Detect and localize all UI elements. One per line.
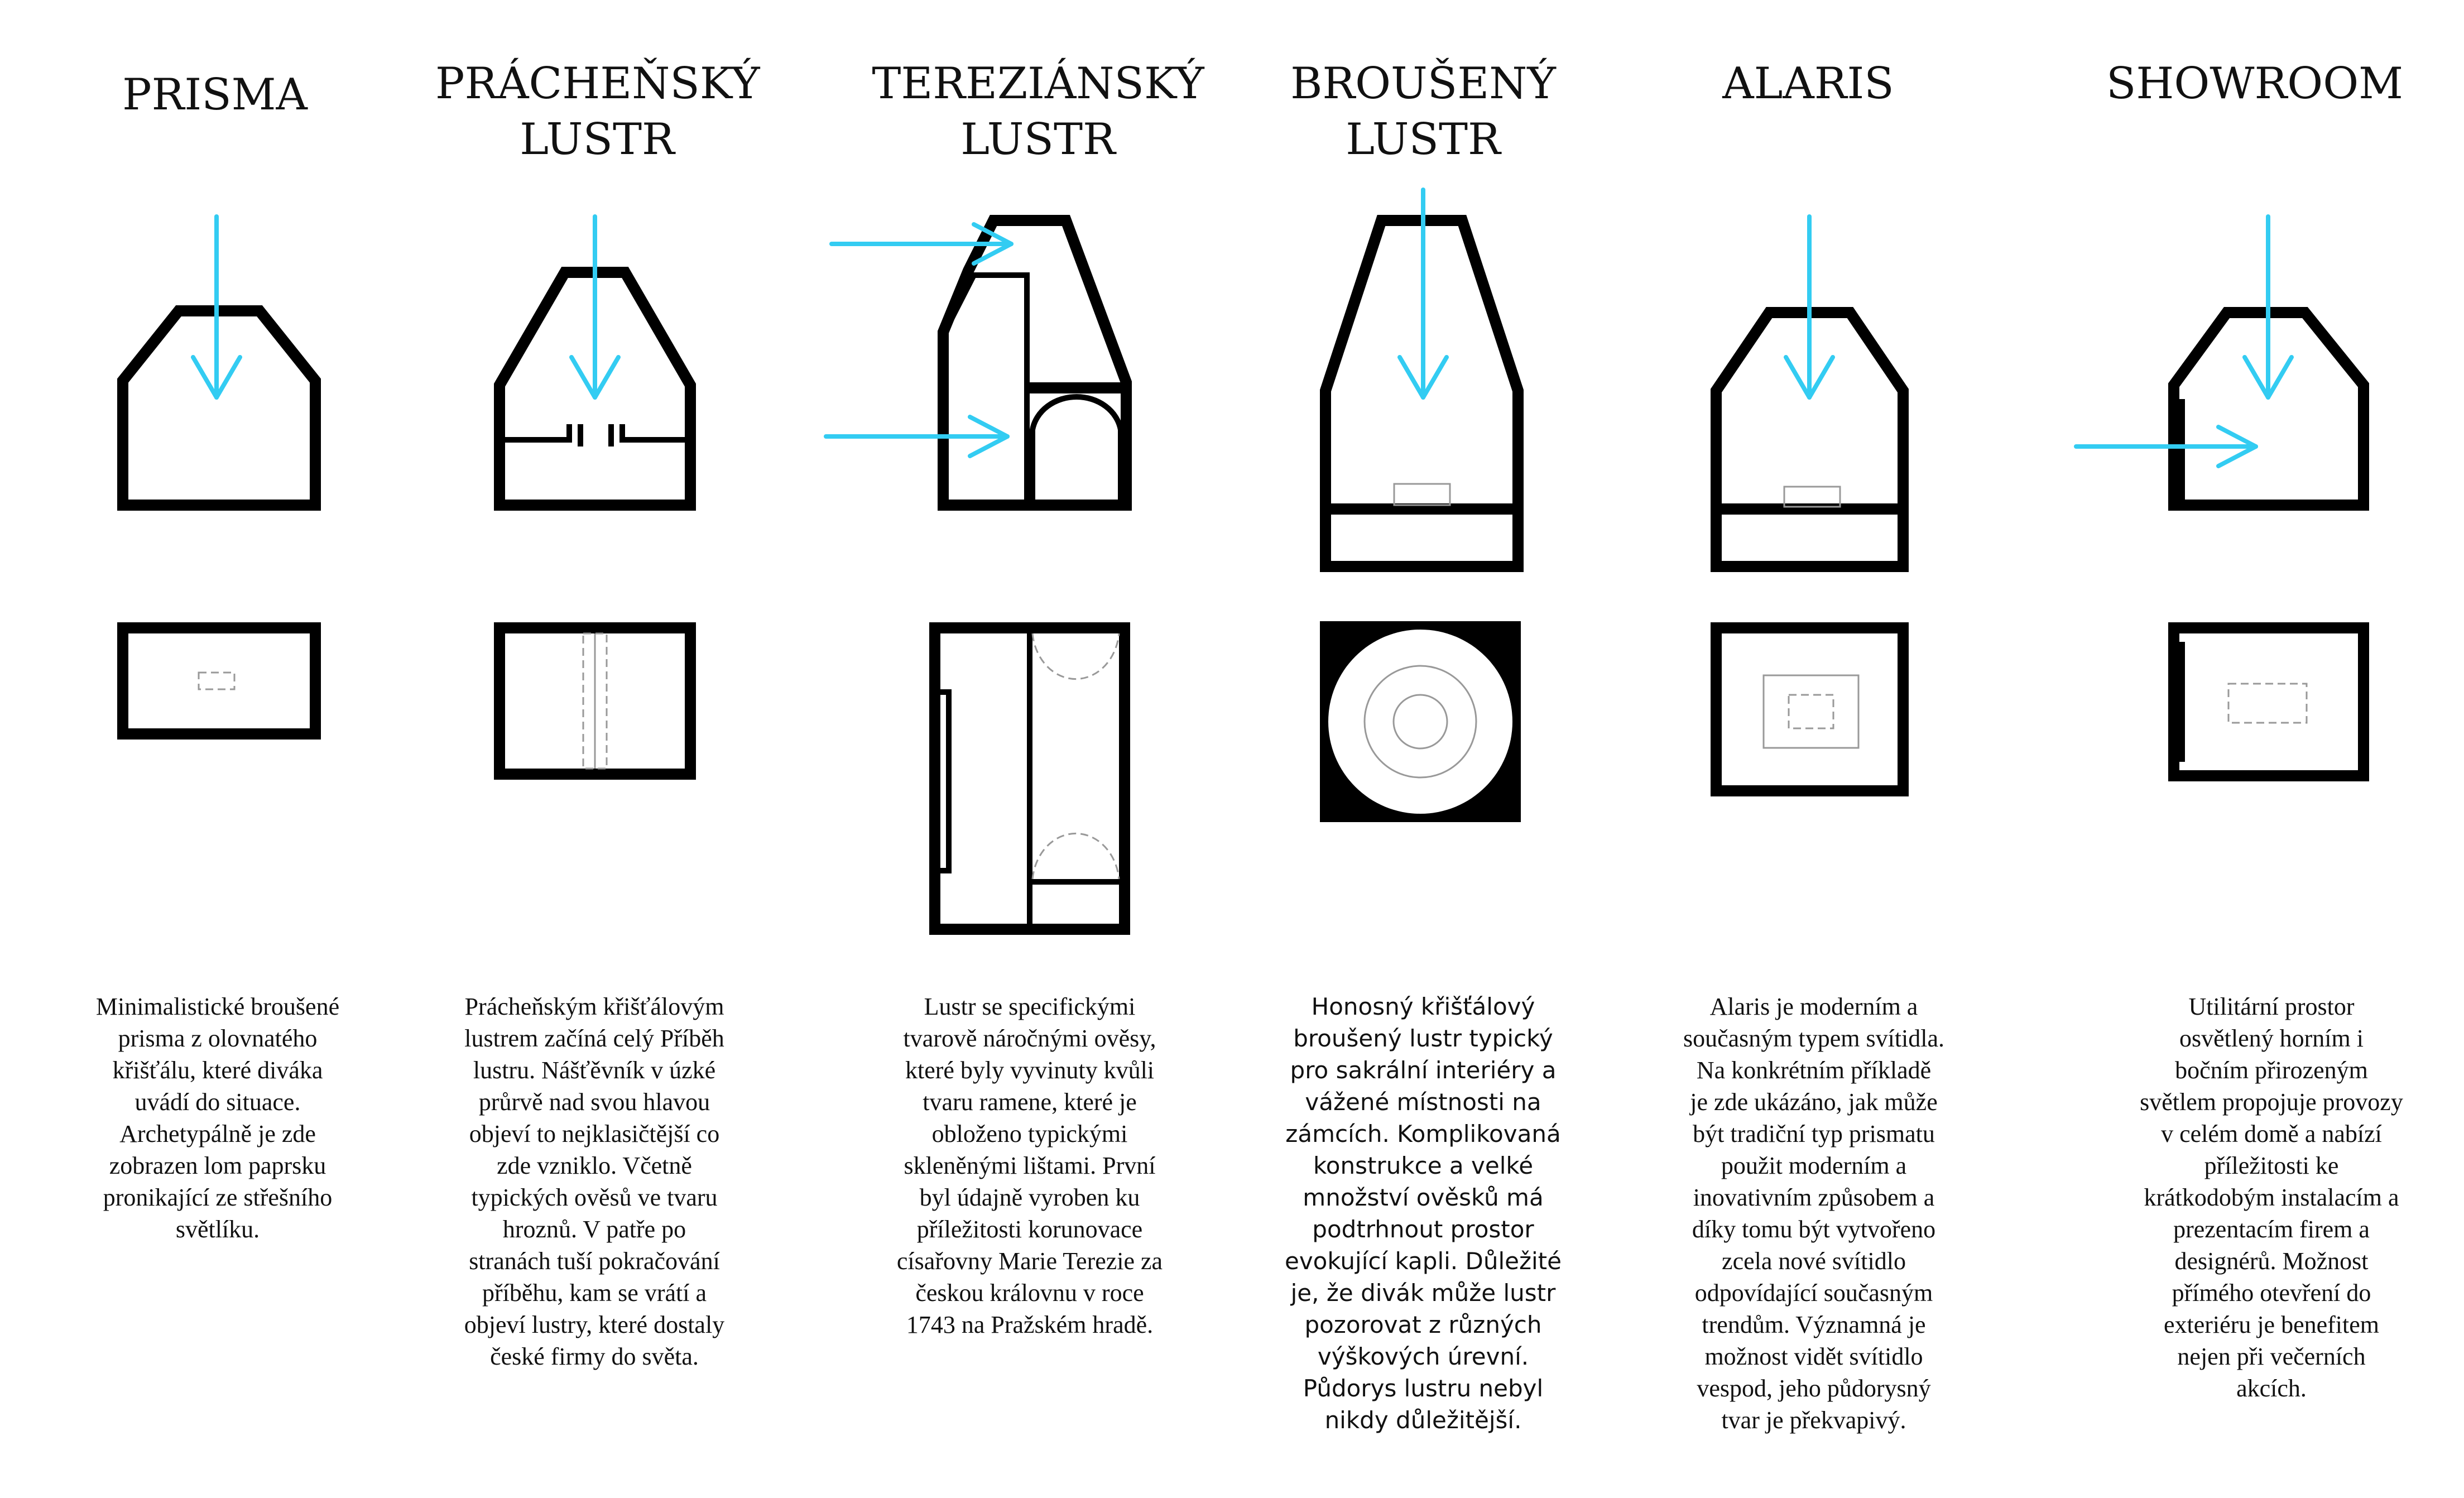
prisma-section-outline: [123, 311, 315, 505]
title-tereziansky-line-1: TEREZIÁNSKÝ: [872, 59, 1204, 109]
prisma-fixture-outline: [199, 673, 234, 689]
description-alaris: Alaris je moderním a současným typem svítidla. Na konkrétním příkladě je zde ukázáno, jak může být tradiční typ prismatu použit moderním a inovativním způsobem a díky tomu být vytvořeno zcela nové svítidlo odpovídající současným trendům. Významná je možnost vidět svítidlo vespod, jeho půdorysný tvar je překvapivý.: [1683, 993, 1945, 1434]
brouseny-plan: [1320, 621, 1521, 822]
showroom-plan-outline: [2174, 628, 2364, 776]
tereziansky-light-ray-lower-icon: [826, 417, 1007, 456]
prachensky-section: [499, 217, 690, 505]
description-prisma: Minimalistické broušené prisma z olovnatého křišťálu, které diváka uvádí do situace. Archetypálně je zde zobrazen lom paprsku pronikající ze střešního světlíku.: [95, 993, 340, 1243]
alaris-fixture-inner: [1789, 695, 1833, 728]
prachensky-plan: [499, 628, 690, 774]
prachensky-floor-right: [622, 424, 685, 440]
title-alaris-line-1: ALARIS: [1722, 59, 1894, 109]
title-tereziansky-line-2: LUSTR: [960, 114, 1116, 165]
showroom-light-ray-side-icon: [2076, 427, 2256, 466]
prisma-plan: [123, 628, 315, 734]
tereziansky-fixture-upper-arc: [1032, 633, 1119, 679]
title-prachensky-line-1: PRÁCHEŇSKÝ: [435, 59, 760, 109]
title-brouseny-line-2: LUSTR: [1346, 114, 1501, 165]
tereziansky-plan: [935, 628, 1125, 929]
title-prisma-line-1: PRISMA: [122, 70, 308, 120]
prachensky-floor-left: [505, 424, 569, 440]
description-showroom: Utilitární prostor osvětlený horním i bočním přirozeným světlem propojuje provozy v celém domě a nabízí příležitosti ke krátkodobým instalacím a prezentacím firem a designérů. Možnost přímého otevření do exteriéru je benefitem nejen při večerních akcích.: [2140, 993, 2403, 1402]
description-tereziansky: Lustr se specifickými tvarově náročnými ověsy, které byly vyvinuty kvůli tvaru ramene, které je obloženo typickými skleněnými lištami. První byl údajně vyroben ku příležitosti korunovace císařovny Marie Terezie za českou královnu v roce 1743 na Pražském hradě.: [896, 993, 1163, 1338]
description-brouseny: Honosný křišťálový broušený lustr typický pro sakrální interiéry a vážené místnosti na zámcích. Komplikovaná konstrukce a velké množství ověsků má podtrhnout prostor evokující kapli. Důležité je, že divák může lustr pozorovat z různých výškových úrevní. Půdorys lustru nebyl nikdy důležitější.: [1284, 993, 1562, 1434]
alaris-fixture-outer: [1764, 675, 1858, 748]
description-prachensky: Prácheňským křišťálovým lustrem začíná celý Příběh lustru. Nášťěvník v úzké průrvě nad svou hlavou objeví to nejklasičtější co zde vzniklo. Včetně typických ověsů ve tvaru hroznů. V patře po stranách tuší pokračování příběhu, kam se vrátí a objeví lustry, které dostaly české firmy do světa.: [464, 993, 725, 1370]
tereziansky-light-ray-upper-icon: [832, 224, 1011, 263]
tereziansky-section: [826, 220, 1126, 505]
alaris-plan-outline: [1716, 628, 1903, 791]
prisma-plan-outline: [123, 628, 315, 734]
title-showroom-line-1: SHOWROOM: [2106, 59, 2404, 109]
brouseny-fixture-outline: [1394, 484, 1450, 505]
alaris-plan: [1716, 628, 1903, 791]
tereziansky-fixture-lower-arc: [1032, 833, 1119, 879]
brouseny-section: [1325, 190, 1518, 566]
tereziansky-arch: [1032, 397, 1121, 501]
prachensky-light-ray-icon: [571, 217, 618, 397]
prisma-section: [123, 217, 315, 505]
showroom-fixture-outline: [2228, 684, 2307, 723]
alaris-section: [1716, 217, 1903, 566]
showroom-section: [2076, 217, 2364, 505]
brouseny-plan-circle: [1328, 630, 1512, 814]
tereziansky-inner-wall: [948, 275, 1027, 501]
title-prachensky-line-2: LUSTR: [520, 114, 675, 165]
showroom-plan: [2174, 628, 2364, 776]
title-brouseny-line-1: BROUŠENÝ: [1290, 59, 1556, 109]
tereziansky-plan-niche: [940, 692, 949, 871]
